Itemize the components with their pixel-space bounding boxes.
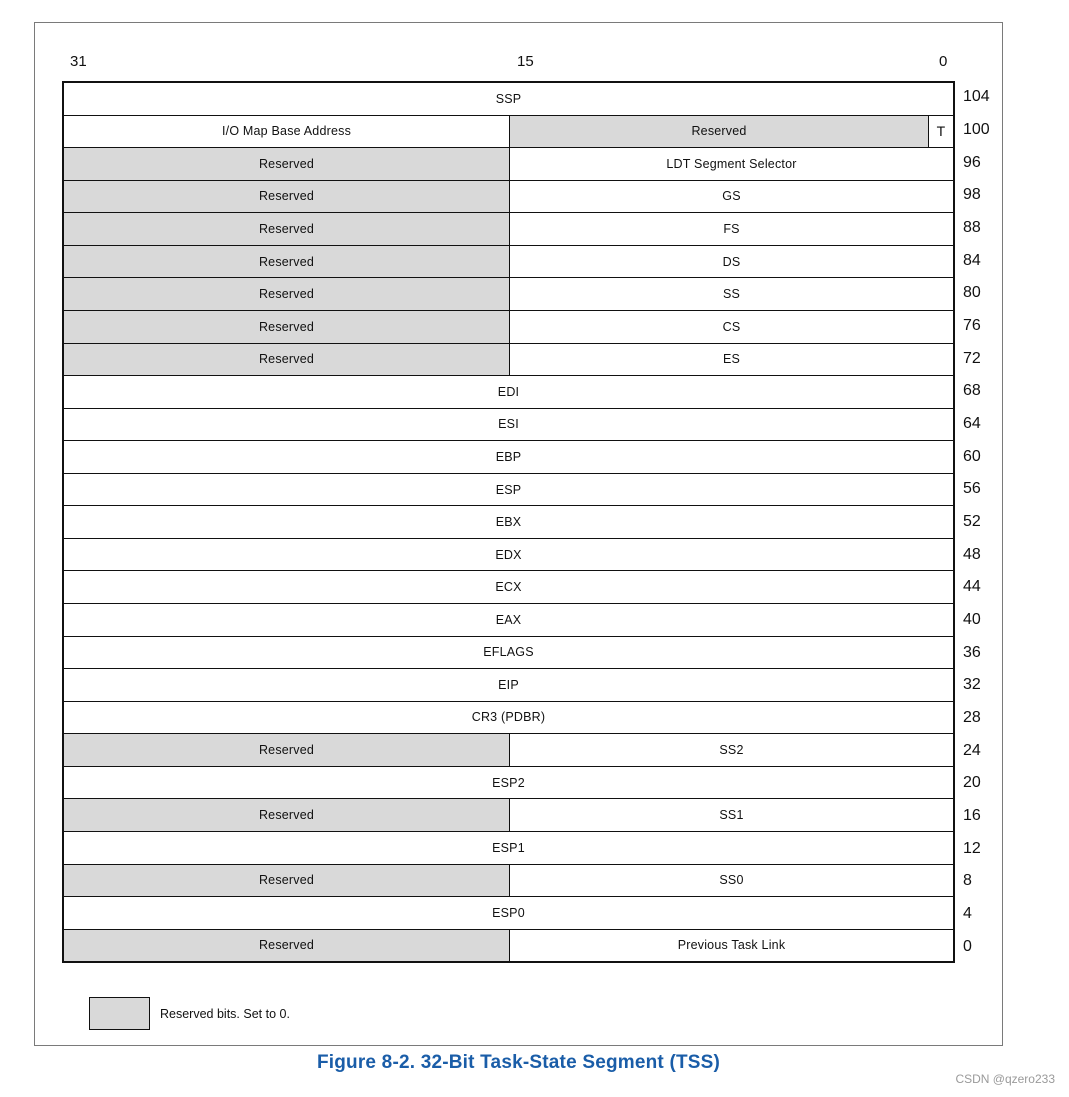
tss-row: [64, 570, 953, 603]
byte-offset: 68: [963, 382, 981, 400]
tss-field-high: Reserved: [64, 181, 510, 213]
tss-field-high: Reserved: [64, 246, 510, 278]
tss-row: [64, 505, 953, 538]
tss-row: [64, 212, 953, 245]
tss-row: [64, 603, 953, 636]
tss-row: [64, 636, 953, 669]
tss-field-low: GS: [722, 189, 741, 204]
legend-reserved-swatch: [89, 997, 150, 1030]
tss-field-low: FS: [723, 222, 740, 237]
tss-t-bit: T: [928, 116, 953, 148]
tss-field-low: SS2: [719, 743, 744, 758]
byte-offset: 56: [963, 480, 981, 498]
tss-field-high: Reserved: [64, 278, 510, 310]
tss-field-full: CR3 (PDBR): [471, 710, 546, 725]
bit-label-31: 31: [70, 53, 87, 70]
tss-row: [64, 310, 953, 343]
watermark: CSDN @qzero233: [955, 1072, 1055, 1086]
tss-row: [64, 766, 953, 799]
tss-field-full: ESI: [498, 417, 519, 432]
tss-field-full: ESP2: [492, 775, 525, 790]
tss-field-high: Reserved: [64, 311, 510, 343]
byte-offset: 80: [963, 284, 981, 302]
tss-row: [64, 473, 953, 506]
tss-field-high: Reserved: [64, 734, 510, 766]
tss-row: [64, 864, 953, 897]
tss-field-low: CS: [722, 319, 741, 334]
tss-field-low: SS0: [719, 873, 744, 888]
tss-field-low: ES: [722, 352, 741, 367]
tss-row: [64, 798, 953, 831]
tss-row: [64, 440, 953, 473]
byte-offset: 20: [963, 774, 981, 792]
tss-field-full: SSP: [495, 91, 522, 106]
byte-offset: 24: [963, 741, 981, 759]
byte-offset: 28: [963, 709, 981, 727]
tss-row: [64, 375, 953, 408]
tss-field-low: Reserved: [510, 116, 928, 148]
byte-offset: 40: [963, 611, 981, 629]
byte-offset: 44: [963, 578, 981, 596]
tss-row: [64, 831, 953, 864]
tss-layout-table: [62, 81, 955, 963]
tss-row: [64, 408, 953, 441]
tss-field-full: ECX: [495, 580, 522, 595]
legend-text: Reserved bits. Set to 0.: [160, 1007, 290, 1021]
tss-field-full: EFLAGS: [483, 645, 534, 660]
byte-offset: 32: [963, 676, 981, 694]
byte-offset: 98: [963, 186, 981, 204]
tss-row: [64, 733, 953, 766]
tss-row: [64, 83, 953, 115]
tss-field-high: Reserved: [64, 344, 510, 376]
byte-offset: 64: [963, 415, 981, 433]
byte-offset: 84: [963, 251, 981, 269]
tss-row: [64, 538, 953, 571]
tss-row: [64, 668, 953, 701]
byte-offset: 60: [963, 447, 981, 465]
tss-field-full: EBP: [495, 449, 522, 464]
tss-field-high: Reserved: [64, 930, 510, 962]
tss-field-high: Reserved: [64, 865, 510, 897]
bit-label-15: 15: [517, 53, 534, 70]
byte-offset: 76: [963, 317, 981, 335]
tss-field-low: SS1: [719, 808, 744, 823]
byte-offset: 48: [963, 545, 981, 563]
tss-row: [64, 701, 953, 734]
tss-field-full: EAX: [495, 612, 522, 627]
tss-row: [64, 180, 953, 213]
tss-row: [64, 277, 953, 310]
figure-caption: Figure 8-2. 32-Bit Task-State Segment (TSS): [316, 1052, 721, 1073]
tss-field-full: ESP0: [492, 905, 525, 920]
tss-field-full: ESP1: [492, 840, 525, 855]
tss-row: [64, 343, 953, 376]
tss-row: [64, 896, 953, 929]
tss-field-low: DS: [722, 254, 741, 269]
tss-field-full: EBX: [495, 515, 522, 530]
tss-field-low: LDT Segment Selector: [666, 156, 797, 171]
byte-offset: 4: [963, 905, 972, 923]
byte-offset: 104: [963, 88, 990, 106]
tss-row: [64, 929, 953, 962]
byte-offset: 8: [963, 872, 972, 890]
tss-row: [64, 115, 953, 148]
tss-field-full: ESP: [495, 482, 522, 497]
byte-offset: 72: [963, 349, 981, 367]
byte-offset: 52: [963, 513, 981, 531]
bit-label-0: 0: [939, 53, 948, 70]
byte-offset-column: [957, 81, 997, 963]
tss-field-high: Reserved: [64, 148, 510, 180]
tss-field-full: EDX: [495, 547, 522, 562]
byte-offset: 0: [963, 937, 972, 955]
tss-field-full: EIP: [498, 677, 519, 692]
tss-field-high: Reserved: [64, 799, 510, 831]
tss-row: [64, 245, 953, 278]
tss-field-low: Previous Task Link: [677, 938, 786, 953]
tss-field-low: SS: [722, 287, 741, 302]
tss-row: [64, 147, 953, 180]
byte-offset: 96: [963, 153, 981, 171]
tss-field-high: I/O Map Base Address: [64, 116, 510, 148]
byte-offset: 88: [963, 219, 981, 237]
byte-offset: 16: [963, 807, 981, 825]
byte-offset: 12: [963, 839, 981, 857]
byte-offset: 36: [963, 643, 981, 661]
tss-field-full: EDI: [497, 384, 520, 399]
byte-offset: 100: [963, 121, 990, 138]
tss-field-high: Reserved: [64, 213, 510, 245]
